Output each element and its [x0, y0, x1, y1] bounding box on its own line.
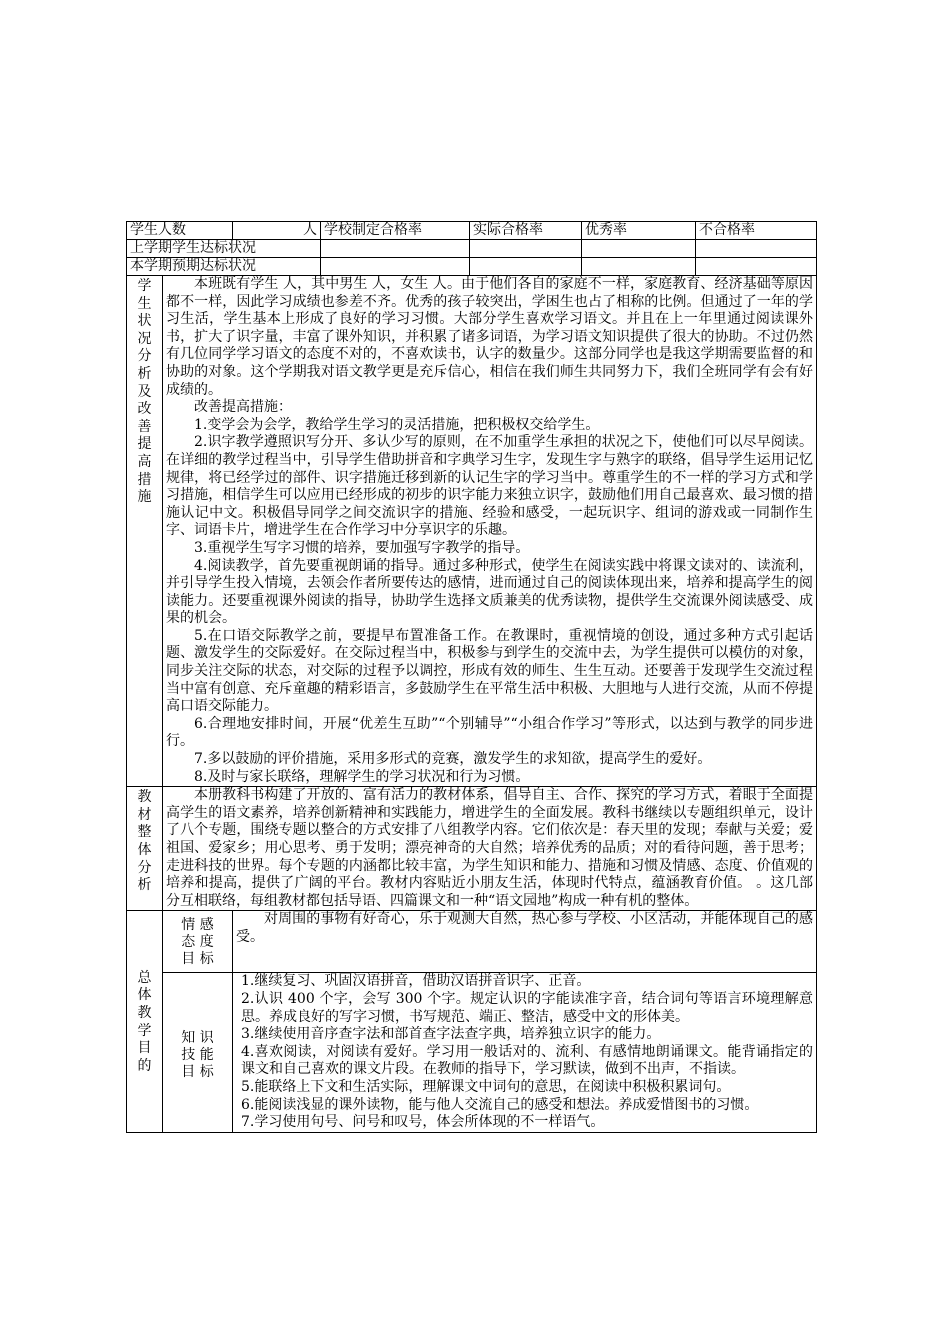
- measure-item: 7.多以鼓励的评价措施，采用多形式的竞赛，激发学生的求知欲，提高学生的爱好。: [194, 751, 712, 768]
- knowledge-item: 4.喜欢阅读，对阅读有爱好。学习用一般话对的、流利、有感情地朗诵课文。能背诵指定的课文和自己喜欢的课文片段。在教师的指导下，学习默读，做到不出声，不指读。: [241, 1043, 813, 1078]
- label-char: 学: [137, 278, 152, 294]
- emotion-goal-content: [233, 911, 817, 973]
- knowledge-item: 6.能阅读浅显的课外读物，能与他人交流自己的感受和想法。养成爱惜图书的习惯。: [241, 1096, 759, 1113]
- fail-rate-header: 不合格率: [696, 222, 817, 240]
- label-char: 施: [137, 489, 152, 506]
- measure-item: 8.及时与家长联络，理解学生的学习状况和行为习惯。: [194, 768, 530, 785]
- knowledge-item: 5.能联络上下文和生活实际，理解课文中词句的意思，在阅读中积极积累词句。: [241, 1078, 731, 1095]
- emotion-goal-text: 对周围的事物有好奇心，乐于观测大自然，热心参与学校、小区活动，并能体现自己的感受。: [236, 911, 813, 945]
- last-term-label: 上学期学生达标状况: [127, 240, 321, 258]
- sublabel-line: 情 感: [181, 917, 214, 934]
- label-char: 析: [137, 365, 152, 382]
- label-char: 况: [137, 330, 152, 347]
- actual-pass-rate-header: 实际合格率: [470, 222, 582, 240]
- label-char: 体: [137, 987, 152, 1004]
- textbook-label: [127, 787, 163, 911]
- textbook-text: 本册教科书构建了开放的、富有活力的教材体系，倡导自主、合作、探究的学习方式，着眼于全面提高学生的语文素养，培养创新精神和实践能力，增进学生的全面发展。教科书继续以专题组织单元，设计了八个专题，围绕专题以整合的方式安排了八组教学内容。它们依次是：春天里的发现；奉献与关爱；爱祖国、爱家乡；用心思考、勇于发明；漂亮神奇的大自然；培养优秀的品质；对的看待问题，善于思考；走进科技的世界。每个专题的内涵都比较丰富，为学生知识和能力、措施和习惯及情感、态度、价值观的培养和提高，提供了广阔的平台。教材内容贴近小朋友生活，体现时代特点，蕴涵教育价值。 。这几部分互相联络，每组教材都包括导语、四篇课文和一种“语文园地”构成一种有机的整体。: [166, 787, 813, 909]
- sublabel-line: 技 能: [181, 1047, 214, 1064]
- label-char: 善: [137, 418, 152, 435]
- label-char: 整: [137, 824, 152, 841]
- label-char: 学: [137, 1022, 152, 1039]
- measures-title: 改善提高措施：: [194, 399, 292, 416]
- cell-empty: [470, 240, 582, 258]
- label-char: 的: [137, 1057, 152, 1074]
- label-char: 措: [137, 471, 152, 488]
- knowledge-goal-content: [233, 973, 817, 1132]
- cell-empty: [582, 258, 696, 276]
- label-char: 体: [137, 842, 152, 858]
- knowledge-goal-label: [163, 973, 233, 1132]
- label-char: 状: [137, 313, 152, 330]
- label-char: 目: [137, 1040, 152, 1057]
- this-term-row: [127, 258, 817, 276]
- measure-item: 1.变学会为会学，教给学生学习的灵活措施，把积极权交给学生。: [194, 416, 600, 433]
- goals-label: [127, 911, 163, 1132]
- student-count-cell: [127, 222, 233, 240]
- school-pass-rate-header: 学校制定合格率: [321, 222, 470, 240]
- label-char: 分: [137, 348, 152, 365]
- knowledge-item: 1.继续复习、巩固汉语拼音，借助汉语拼音识字、正音。: [241, 973, 591, 990]
- measure-item: 5.在口语交际教学之前，要提早布置准备工作。在教课时，重视情境的创设，通过多种方式引起话题、激发学生的交际爱好。在交际过程当中，积极参与到学生的交流中去，为学生提供可以模仿的对象，同步关注交际的状态，对交际的过程予以调控，形成有效的师生、生生互动。还要善于发现学生交流过程当中富有创意、充斥童趣的精彩语言，多鼓励学生在平常生活中积极、大胆地与人进行交流，从而不停提高口语交际能力。: [166, 627, 813, 715]
- label-char: 分: [137, 859, 152, 876]
- analysis-label: [127, 276, 163, 787]
- measure-item: 3.重视学生写字习惯的培养，要加强写字教学的指导。: [194, 539, 530, 556]
- sublabel-line: 态 度: [181, 934, 214, 951]
- cell-empty: [470, 258, 582, 276]
- label-char: 析: [137, 877, 152, 894]
- cell-empty: [321, 258, 470, 276]
- cell-empty: [582, 240, 696, 258]
- sublabel-line: 知 识: [181, 1030, 214, 1047]
- analysis-content: [163, 276, 817, 787]
- sublabel-line: 目 标: [181, 951, 214, 968]
- student-count-label: 学生人数: [130, 222, 186, 238]
- cell-empty: [696, 258, 817, 276]
- person-unit-cell: [233, 222, 321, 240]
- label-char: 改: [137, 401, 152, 418]
- person-unit: 人: [303, 222, 317, 238]
- label-char: 生: [137, 295, 152, 312]
- teaching-plan-table: [126, 221, 817, 1133]
- knowledge-item: 3.继续使用音序查字法和部首查字法查字典，培养独立识字的能力。: [241, 1026, 661, 1043]
- label-char: 材: [137, 806, 152, 823]
- measure-item: 6.合理地安排时间，开展“优差生互助”“个别辅导”“小组合作学习”等形式，以达到与教学的同步进行。: [166, 715, 813, 750]
- measure-item: 2.识字教学遵照识写分开、多认少写的原则，在不加重学生承担的状况之下，使他们可以尽早阅读。在详细的教学过程当中，引导学生借助拼音和字典学习生字，发现生字与熟字的联络，倡导学生运用记忆规律，将已经学过的部件、识字措施迁移到新的认记生字的学习当中。尊重学生的不一样的学习方式和学习措施，相信学生可以应用已经形成的初步的识字能力来独立识字，鼓励他们用自己最喜欢、最习惯的措施认记中文。积极倡导同学之间交流识字的措施、经验和感受，一起玩识字、组词的游戏或一同制作生字、词语卡片，增进学生在合作学习中分享识字的乐趣。: [166, 434, 813, 539]
- label-char: 高: [137, 453, 152, 470]
- last-term-row: [127, 240, 817, 258]
- label-char: 教: [137, 1004, 152, 1021]
- plan-sheet: [126, 221, 816, 1133]
- goals-knowledge-row: [127, 973, 817, 1132]
- textbook-content: [163, 787, 817, 911]
- label-char: 总: [137, 969, 152, 986]
- knowledge-item: 2.认识 400 个字，会写 300 个字。规定认识的字能读准字音，结合词句等语言环境理解意思。养成良好的写字习惯，书写规范、端正、整洁，感受中文的形体美。: [241, 990, 813, 1025]
- header-row: [127, 222, 817, 240]
- cell-empty: [321, 240, 470, 258]
- excellent-rate-header: 优秀率: [582, 222, 696, 240]
- analysis-row: [127, 276, 817, 787]
- this-term-label: 本学期预期达标状况: [127, 258, 321, 276]
- textbook-row: [127, 787, 817, 911]
- label-char: 教: [137, 789, 152, 806]
- sublabel-line: 目 标: [181, 1064, 214, 1081]
- knowledge-item: 7.学习使用句号、问号和叹号，体会所体现的不一样语气。: [241, 1114, 605, 1131]
- analysis-intro: 本班既有学生 人，其中男生 人，女生 人。由于他们各自的家庭不一样，家庭教育、经济基础等原因都不一样，因此学习成绩也参差不齐。优秀的孩子较突出，学困生也占了相称的比例。但通过了一年的学习生活，学生基本上形成了良好的学习习惯。大部分学生喜欢学习语文。并且在上一年里通过阅读课外书，扩大了识字量，丰富了课外知识，并积累了诸多词语，为学习语文知识提供了很大的协助。不过仍然有几位同学学习语文的态度不对的，不喜欢读书，认字的数量少。这部分同学也是我这学期需要监督的和协助的对象。这个学期我对语文教学更是充斥信心，相信在我们师生共同努力下，我们全班同学有会有好成绩的。: [166, 276, 813, 398]
- measure-item: 4.阅读教学，首先要重视朗诵的指导。通过多种形式，使学生在阅读实践中将课文读对的、读流利，并引导学生投入情境，去领会作者所要传达的感情，进而通过自己的阅读体现出来，培养和提高学生的阅读能力。还要重视课外阅读的指导，协助学生选择文质兼美的优秀读物，提供学生交流课外阅读感受、成果的机会。: [166, 557, 813, 627]
- label-char: 及: [137, 383, 152, 400]
- label-char: 提: [137, 436, 152, 453]
- goals-emotion-row: [127, 911, 817, 973]
- emotion-goal-label: [163, 911, 233, 973]
- cell-empty: [696, 240, 817, 258]
